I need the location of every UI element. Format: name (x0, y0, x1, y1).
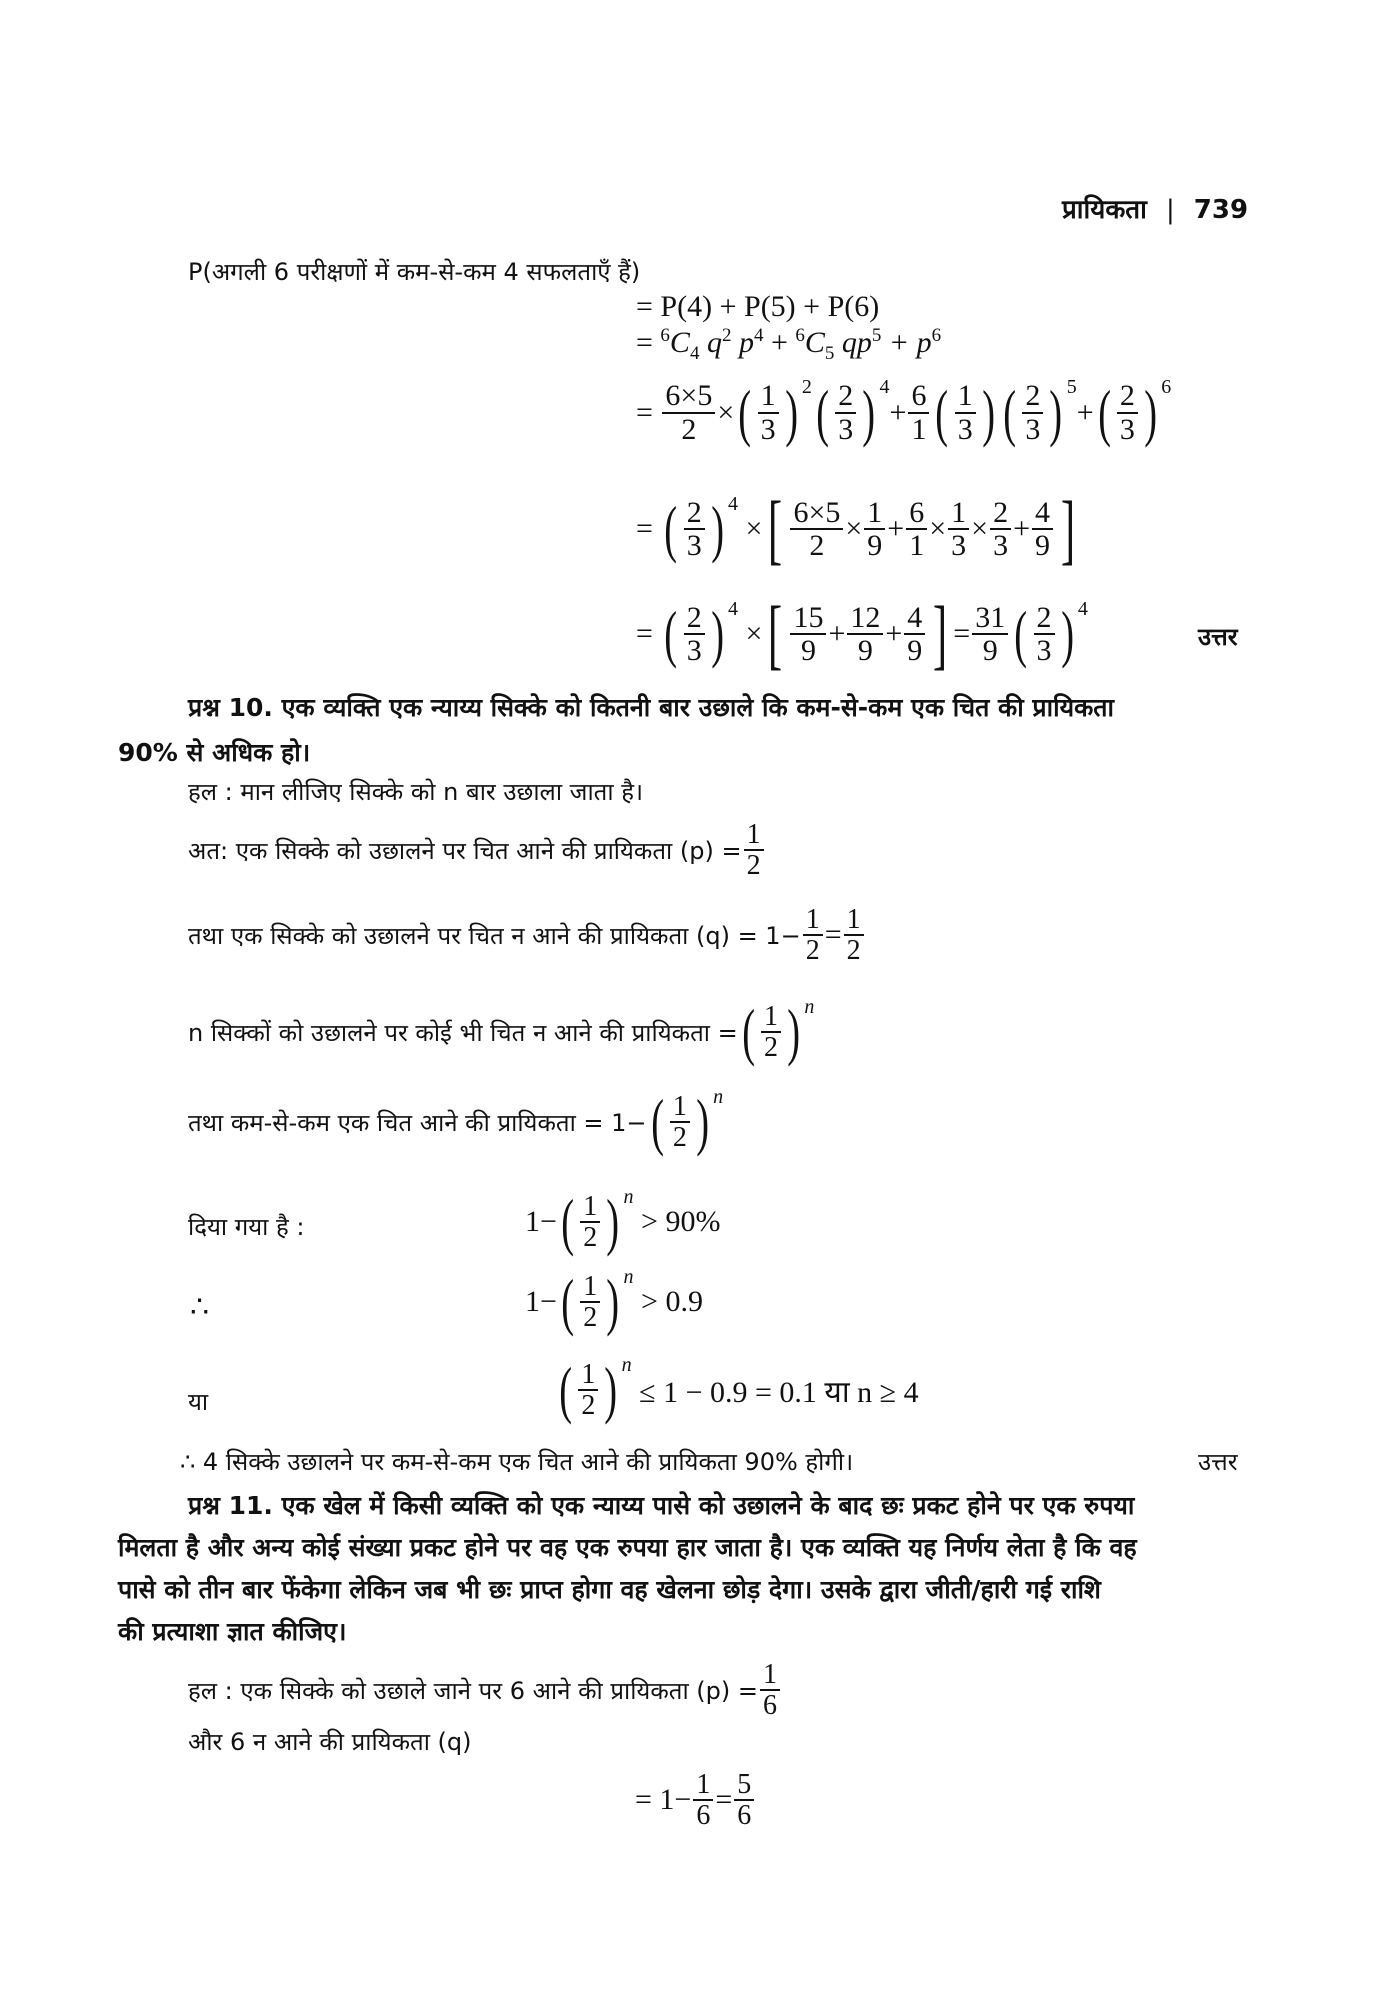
equation-step-5: = ( $\frac{2}{3}$ ) $^4$ × [ $\frac{15}{9}$ + $\frac{12}{9}$ + $\frac{4}{9}$ ] = $\frac{31}{9}$ ( $\frac{2}{3}$ ) $^4$ (636, 590, 1088, 677)
question-10-conclusion: ∴ 4 सिक्के उछालने पर कम-से-कम एक चित आने की प्रायिकता 90% होगी। (180, 1448, 854, 1476)
answer-label: उत्तर (1198, 623, 1238, 651)
page-number: 739 (1193, 195, 1249, 225)
or-label: या (188, 1388, 209, 1416)
equation-step-1: = P(4) + P(5) + P(6) (636, 290, 880, 323)
given-inequality: 1− ( $\frac{1}{2}$ ) $^n$ > 90% (525, 1186, 721, 1257)
equation-step-3: = $\frac{6\times 5}{2}$ × ( $\frac{1}{3}$ ) $^2$ ( $\frac{2}{3}$ ) $^4$ + $\frac{6}{1}$ ( $\frac{1}{3}$ ) ( $\frac{2}{3}$ ) $^5$ + ( $\frac{2}{3}$ ) $^6$ (636, 376, 1172, 448)
question-10-line-2: 90% से अधिक हो। (118, 738, 311, 767)
solution-intro: हल : मान लीजिए सिक्के को n बार उछाला जाता है। (188, 778, 644, 806)
probability-q-line: तथा एक सिक्के को उछालने पर चित न आने की प्रायिकता (q) = 1− $\frac{1}{2}$ = $\frac{1}{2}$ (188, 905, 866, 966)
or-inequality: ( $\frac{1}{2}$ ) $^n$ ≤ 1 − 0.9 = 0.1 या n ≥ 4 (559, 1354, 919, 1425)
running-header (1062, 190, 1248, 226)
therefore-symbol: ∴ (190, 1291, 210, 1324)
question-11-line-3: पासे को तीन बार फेंकेगा लेकिन जब भी छः प्राप्त होगा वह खेलना छोड़ देगा। उसके द्वारा जीती/हारी गई राशि (118, 1575, 1101, 1604)
probability-statement: P(अगली 6 परीक्षणों में कम-से-कम 4 सफलताएँ हैं) (188, 258, 641, 286)
therefore-inequality: 1− ( $\frac{1}{2}$ ) $^n$ > 0.9 (525, 1266, 703, 1337)
answer-label: उत्तर (1198, 1448, 1238, 1476)
no-head-probability-line: n सिक्कों को उछालने पर कोई भी चित न आने की प्रायिकता = ( $\frac{1}{2}$ ) $^n$ (188, 996, 815, 1067)
die-p-line: हल : एक सिक्के को उछाले जाने पर 6 आने की प्रायिकता (p) = $\frac{1}{6}$ (188, 1660, 782, 1721)
header-separator: | (1165, 195, 1175, 225)
question-10-line-1: प्रश्न 10. एक व्यक्ति एक न्याय्य सिक्के को कितनी बार उछाले कि कम-से-कम एक चित की प्रायिकता (188, 693, 1115, 722)
question-11-line-2: मिलता है और अन्य कोई संख्या प्रकट होने पर वह एक रुपया हार जाता है। एक व्यक्ति यह निर्णय लेता है कि वह (118, 1533, 1137, 1562)
given-label: दिया गया है : (188, 1213, 305, 1241)
equation-step-4: = ( $\frac{2}{3}$ ) $^4$ × [ $\frac{6\times 5}{2}$ × $\frac{1}{9}$ + $\frac{6}{1}$ × $\frac{1}{3}$ × $\frac{2}{3}$ + $\frac{4}{9}$ ] (636, 485, 1076, 572)
at-least-one-head-line: तथा कम-से-कम एक चित आने की प्रायिकता = 1− ( $\frac{1}{2}$ ) $^n$ (188, 1086, 724, 1157)
equation-step-2: = $^6C_4$ $q^2$ $p^4 + ^6C_5$ $qp^5 + p^6$ (636, 325, 942, 364)
probability-p-line: अत: एक सिक्के को उछालने पर चित आने की प्रायिकता (p) = $\frac{1}{2}$ (188, 820, 766, 881)
question-11-line-1: प्रश्न 11. एक खेल में किसी व्यक्ति को एक न्याय्य पासे को उछालने के बाद छः प्रकट होने पर एक रुपया (188, 1491, 1135, 1520)
die-q-calculation: = 1− $\frac{1}{6}$ = $\frac{5}{6}$ (635, 1770, 756, 1831)
chapter-title: प्रायिकता (1062, 195, 1147, 225)
question-11-line-4: की प्रत्याशा ज्ञात कीजिए। (118, 1617, 347, 1646)
die-q-line: और 6 न आने की प्रायिकता (q) (188, 1728, 472, 1756)
